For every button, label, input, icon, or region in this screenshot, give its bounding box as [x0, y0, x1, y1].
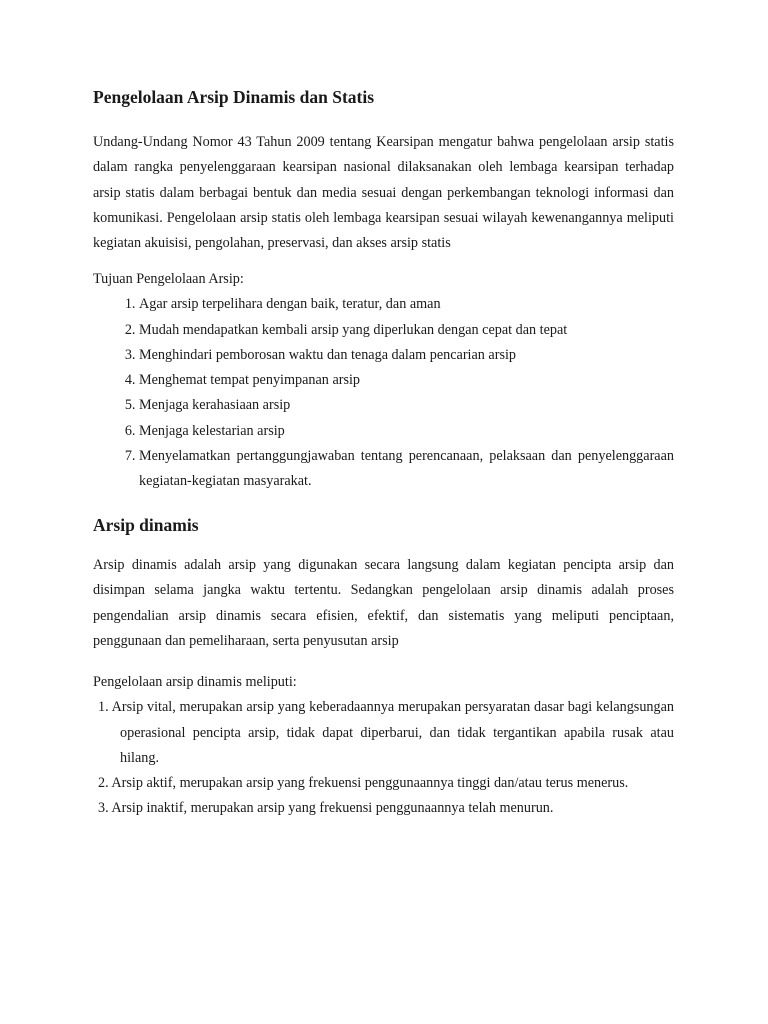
intro-paragraph: Undang-Undang Nomor 43 Tahun 2009 tentang Kearsipan mengatur bahwa pengelolaan arsip statis dalam rangka penyelenggaraan kearsipan nasional dilaksanakan oleh lembaga kearsipan terhadap arsip statis dalam berbagai bentuk dan media sesuai dengan perkembangan teknologi informasi dan komunikasi. Pengelolaan arsip statis oleh lembaga kearsipan sesuai wilayah kewenangannya meliputi kegiatan akuisisi, pengolahan, preservasi, dan akses arsip statis — [93, 134, 674, 252]
goal-item: 6. Menjaga kelestarian arsip — [139, 419, 674, 444]
dynamic-archive-heading: Arsip dinamis — [93, 515, 199, 536]
goal-item: 7. Menyelamatkan pertanggungjawaban tentang perencanaan, pelaksaan dan penyelenggaraan kegiatan-kegiatan masyarakat. — [139, 444, 674, 494]
goal-item: 4. Menghemat tempat penyimpanan arsip — [139, 368, 674, 393]
dynamic-archive-paragraph: Arsip dinamis adalah arsip yang digunakan secara langsung dalam kegiatan pencipta arsip dan disimpan selama jangka waktu tertentu. Sedangkan pengelolaan arsip dinamis adalah proses pengendalian arsip dinamis secara efisien, efektif, dan sistematis yang meliputi penciptaan, penggunaan dan pemeliharaan, serta penyusutan arsip — [93, 557, 674, 649]
goals-list — [93, 292, 674, 494]
archive-kind-item: 3. Arsip inaktif, merupakan arsip yang frekuensi penggunaannya telah menurun. — [98, 800, 554, 817]
meliputi-label: Pengelolaan arsip dinamis meliputi: — [93, 674, 297, 691]
archive-kind-item: 2. Arsip aktif, merupakan arsip yang frekuensi penggunaannya tinggi dan/atau terus menerus. — [98, 775, 629, 792]
archive-kind-item: 1. Arsip vital, merupakan arsip yang keberadaannya merupakan persyaratan dasar bagi kelangsungan operasional pencipta arsip, tidak dapat diperbarui, dan tidak tergantikan apabila rusak atau hilang. — [98, 699, 674, 766]
goal-item: 5. Menjaga kerahasiaan arsip — [139, 393, 674, 418]
goals-label: Tujuan Pengelolaan Arsip: — [93, 271, 244, 288]
goal-item: 3. Menghindari pemborosan waktu dan tenaga dalam pencarian arsip — [139, 343, 674, 368]
goal-item: 2. Mudah mendapatkan kembali arsip yang diperlukan dengan cepat dan tepat — [139, 318, 674, 343]
goal-item: 1. Agar arsip terpelihara dengan baik, teratur, dan aman — [139, 292, 674, 317]
document-title: Pengelolaan Arsip Dinamis dan Statis — [93, 87, 375, 107]
archive-kinds-list — [93, 695, 674, 821]
